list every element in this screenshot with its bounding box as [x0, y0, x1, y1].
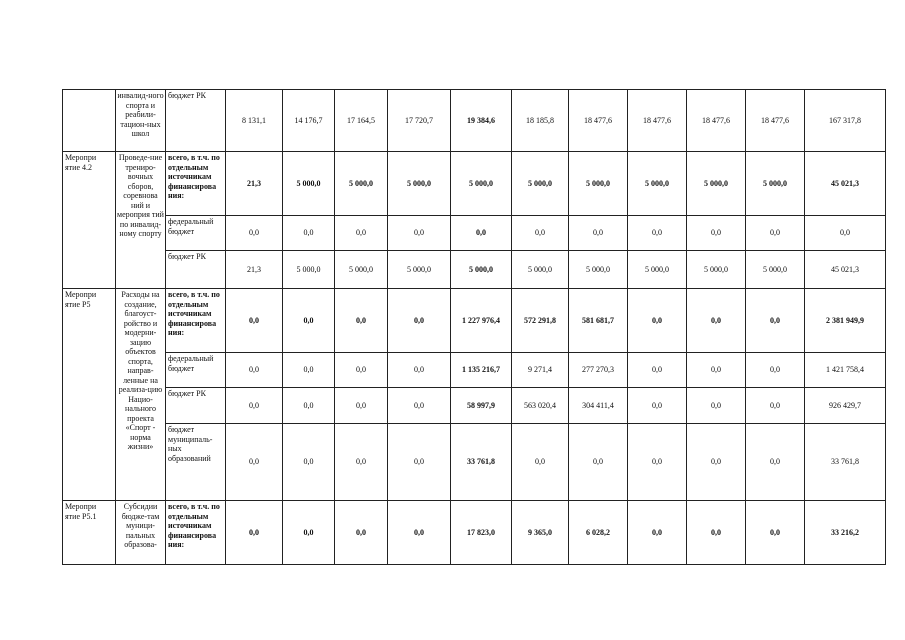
value-cell: 0,0: [687, 216, 746, 251]
value-cell: 0,0: [335, 388, 388, 424]
value-cell: 5 000,0: [451, 152, 512, 216]
value-cell: 0,0: [388, 501, 451, 565]
value-cell: 277 270,3: [569, 353, 628, 388]
value-cell: 0,0: [512, 216, 569, 251]
value-cell: 33 216,2: [805, 501, 886, 565]
value-cell: 5 000,0: [335, 251, 388, 289]
value-cell: 0,0: [512, 424, 569, 501]
value-cell: 0,0: [628, 289, 687, 353]
measure-cell: [63, 90, 116, 152]
value-cell: 1 227 976,4: [451, 289, 512, 353]
value-cell: 0,0: [805, 216, 886, 251]
value-cell: 0,0: [283, 424, 335, 501]
value-cell: 0,0: [687, 353, 746, 388]
value-cell: 45 021,3: [805, 152, 886, 216]
value-cell: 0,0: [746, 424, 805, 501]
value-cell: 0,0: [687, 388, 746, 424]
value-cell: 5 000,0: [687, 251, 746, 289]
funding-source-cell: всего, в т.ч. по отдельным источникам финансирова ния:: [166, 289, 226, 353]
value-cell: 0,0: [628, 501, 687, 565]
value-cell: 0,0: [746, 289, 805, 353]
value-cell: 5 000,0: [451, 251, 512, 289]
value-cell: 0,0: [335, 289, 388, 353]
value-cell: 0,0: [226, 353, 283, 388]
value-cell: 0,0: [226, 289, 283, 353]
value-cell: 9 271,4: [512, 353, 569, 388]
value-cell: 21,3: [226, 251, 283, 289]
value-cell: 0,0: [451, 216, 512, 251]
funding-source-cell: всего, в т.ч. по отдельным источникам финансирова ния:: [166, 501, 226, 565]
budget-table-sheet: [62, 89, 886, 565]
value-cell: 0,0: [335, 216, 388, 251]
value-cell: 0,0: [388, 353, 451, 388]
value-cell: 0,0: [746, 353, 805, 388]
value-cell: 572 291,8: [512, 289, 569, 353]
value-cell: 8 131,1: [226, 90, 283, 152]
measure-cell: Меропри ятие 4.2: [63, 152, 116, 289]
value-cell: 5 000,0: [746, 152, 805, 216]
value-cell: 0,0: [226, 388, 283, 424]
value-cell: 5 000,0: [628, 251, 687, 289]
value-cell: 5 000,0: [569, 152, 628, 216]
value-cell: 5 000,0: [388, 251, 451, 289]
value-cell: 18 477,6: [746, 90, 805, 152]
description-cell: Субсидии бюдже-там муници-пальных образова-: [116, 501, 166, 565]
value-cell: 5 000,0: [628, 152, 687, 216]
value-cell: 58 997,9: [451, 388, 512, 424]
budget-table: [62, 89, 886, 565]
value-cell: 1 421 758,4: [805, 353, 886, 388]
value-cell: 0,0: [569, 216, 628, 251]
funding-source-cell: бюджет РК: [166, 251, 226, 289]
description-cell: инвалид-ного спорта и реабили-тацион-ных школ: [116, 90, 166, 152]
value-cell: 21,3: [226, 152, 283, 216]
table-row: [63, 152, 886, 216]
value-cell: 0,0: [569, 424, 628, 501]
value-cell: 5 000,0: [335, 152, 388, 216]
value-cell: 17 164,5: [335, 90, 388, 152]
value-cell: 5 000,0: [512, 251, 569, 289]
value-cell: 0,0: [283, 216, 335, 251]
value-cell: 17 823,0: [451, 501, 512, 565]
value-cell: 9 365,0: [512, 501, 569, 565]
description-cell: Расходы на создание, благоуст-ройство и модерни-зацию объектов спорта, направ-ленные на реализа-цию Нацио-нального проекта «Спорт - норма жизни»: [116, 289, 166, 501]
table-row: [63, 90, 886, 152]
value-cell: 926 429,7: [805, 388, 886, 424]
value-cell: 0,0: [226, 216, 283, 251]
table-row: [63, 216, 886, 251]
value-cell: 0,0: [388, 388, 451, 424]
value-cell: 0,0: [687, 424, 746, 501]
table-row: [63, 353, 886, 388]
value-cell: 0,0: [628, 424, 687, 501]
value-cell: 0,0: [283, 353, 335, 388]
value-cell: 5 000,0: [746, 251, 805, 289]
table-row: [63, 289, 886, 353]
value-cell: 5 000,0: [388, 152, 451, 216]
value-cell: 0,0: [628, 388, 687, 424]
value-cell: 0,0: [388, 216, 451, 251]
value-cell: 0,0: [226, 501, 283, 565]
measure-cell: Меропри ятие Р5.1: [63, 501, 116, 565]
value-cell: 581 681,7: [569, 289, 628, 353]
measure-cell: Меропри ятие Р5: [63, 289, 116, 501]
value-cell: 45 021,3: [805, 251, 886, 289]
value-cell: 0,0: [388, 289, 451, 353]
value-cell: 18 477,6: [569, 90, 628, 152]
value-cell: 0,0: [335, 424, 388, 501]
value-cell: 0,0: [335, 501, 388, 565]
value-cell: 6 028,2: [569, 501, 628, 565]
value-cell: 0,0: [335, 353, 388, 388]
description-cell: Проведе-ние трениро-вочных сборов, соревнова ний и мероприя тий по инвалид-ному спорту: [116, 152, 166, 289]
table-row: [63, 424, 886, 501]
value-cell: 18 477,6: [628, 90, 687, 152]
value-cell: 5 000,0: [512, 152, 569, 216]
value-cell: 0,0: [746, 388, 805, 424]
value-cell: 2 381 949,9: [805, 289, 886, 353]
value-cell: 0,0: [628, 216, 687, 251]
value-cell: 18 185,8: [512, 90, 569, 152]
value-cell: 0,0: [226, 424, 283, 501]
value-cell: 0,0: [283, 388, 335, 424]
value-cell: 19 384,6: [451, 90, 512, 152]
value-cell: 5 000,0: [283, 152, 335, 216]
funding-source-cell: федеральный бюджет: [166, 216, 226, 251]
value-cell: 14 176,7: [283, 90, 335, 152]
value-cell: 5 000,0: [687, 152, 746, 216]
value-cell: 304 411,4: [569, 388, 628, 424]
value-cell: 5 000,0: [283, 251, 335, 289]
table-row: [63, 388, 886, 424]
value-cell: 5 000,0: [569, 251, 628, 289]
value-cell: 563 020,4: [512, 388, 569, 424]
value-cell: 167 317,8: [805, 90, 886, 152]
value-cell: 1 135 216,7: [451, 353, 512, 388]
value-cell: 0,0: [283, 501, 335, 565]
table-row: [63, 251, 886, 289]
table-row: [63, 501, 886, 565]
funding-source-cell: федеральный бюджет: [166, 353, 226, 388]
value-cell: 18 477,6: [687, 90, 746, 152]
value-cell: 0,0: [628, 353, 687, 388]
value-cell: 33 761,8: [805, 424, 886, 501]
funding-source-cell: бюджет муниципаль-ных образований: [166, 424, 226, 501]
value-cell: 0,0: [746, 501, 805, 565]
value-cell: 0,0: [687, 501, 746, 565]
value-cell: 0,0: [746, 216, 805, 251]
value-cell: 33 761,8: [451, 424, 512, 501]
value-cell: 0,0: [388, 424, 451, 501]
funding-source-cell: бюджет РК: [166, 90, 226, 152]
value-cell: 0,0: [283, 289, 335, 353]
funding-source-cell: всего, в т.ч. по отдельным источникам финансирова ния:: [166, 152, 226, 216]
value-cell: 17 720,7: [388, 90, 451, 152]
value-cell: 0,0: [687, 289, 746, 353]
funding-source-cell: бюджет РК: [166, 388, 226, 424]
